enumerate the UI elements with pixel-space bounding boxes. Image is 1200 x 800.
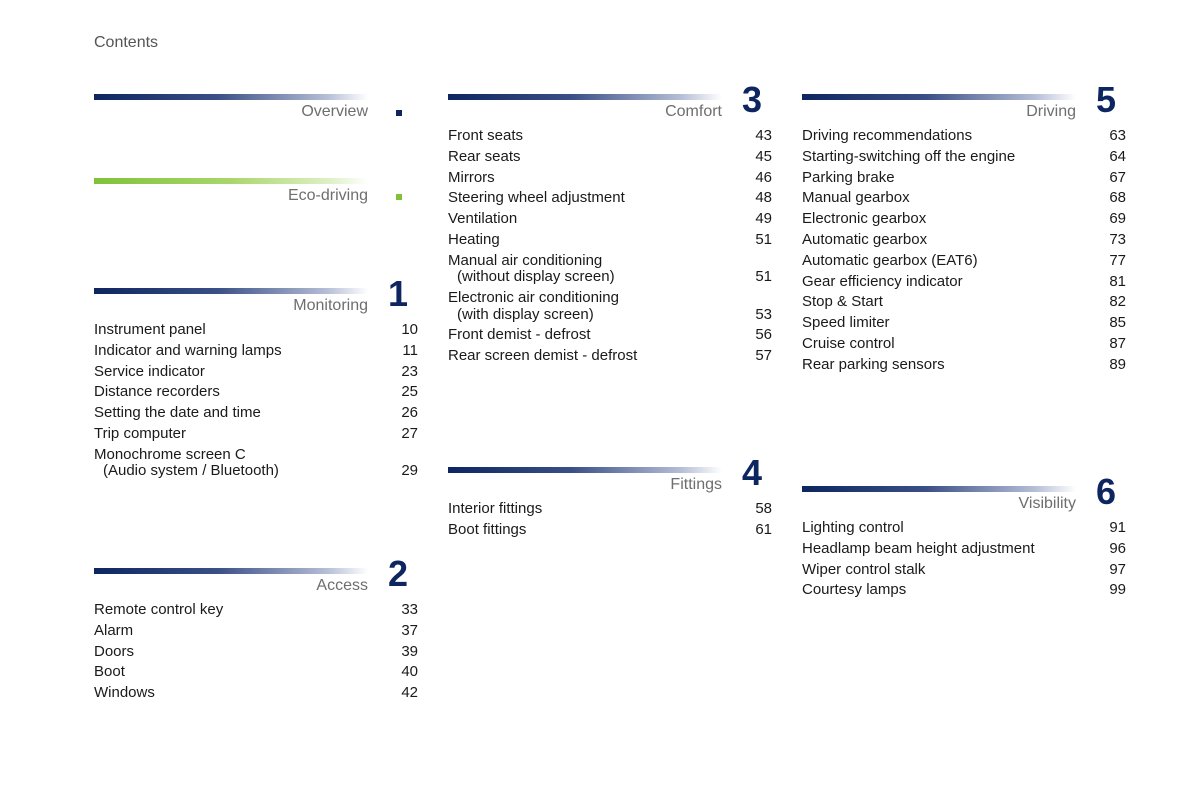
toc-entry-page: 51 (755, 268, 772, 286)
section-marker-icon (396, 194, 402, 200)
toc-entry[interactable] (802, 336, 1126, 353)
toc-entry-label: Courtesy lamps (802, 581, 907, 599)
section-number: 2 (387, 553, 408, 594)
toc-entry[interactable] (448, 348, 772, 365)
section-title[interactable]: Visibility (1018, 495, 1076, 512)
toc-entry[interactable] (802, 294, 1126, 311)
toc-entry-label: Service indicator (94, 362, 205, 380)
section-number: 5 (1095, 79, 1116, 120)
toc-entry[interactable] (802, 541, 1126, 558)
toc-entry-label: Boot fittings (448, 520, 527, 538)
toc-entry-page: 53 (755, 305, 772, 323)
section-divider-bar (94, 94, 368, 100)
toc-entry-page: 69 (1109, 210, 1126, 228)
section-divider-bar (448, 94, 722, 100)
toc-entry-page: 37 (401, 621, 418, 639)
section-number: 1 (387, 273, 408, 314)
toc-entry-page: 73 (1109, 230, 1126, 248)
toc-entry-label: Ventilation (448, 210, 518, 228)
toc-entry-label: Rear parking sensors (802, 355, 945, 373)
toc-entry-page: 26 (401, 404, 418, 422)
toc-entry-label: Distance recorders (94, 383, 220, 401)
section-header (448, 79, 772, 128)
section-number: 4 (741, 452, 762, 493)
section-header (448, 452, 772, 501)
toc-entry-page: 33 (401, 601, 418, 618)
toc-entry[interactable] (448, 501, 772, 518)
section-header (94, 273, 418, 322)
toc-entry-label: Rear screen demist - defrost (448, 347, 638, 365)
section-fittings (448, 452, 772, 543)
toc-list (802, 520, 1126, 599)
toc-entry-label: Cruise control (802, 334, 895, 352)
toc-entry-sublabel: (without display screen) (457, 268, 615, 286)
toc-entry-label: Setting the date and time (94, 404, 261, 422)
section-number: 3 (741, 79, 762, 120)
section-header (802, 79, 1126, 128)
toc-entry[interactable] (448, 128, 772, 145)
toc-entry-page: 87 (1109, 334, 1126, 352)
toc-entry[interactable] (94, 426, 418, 443)
toc-entry[interactable] (802, 149, 1126, 166)
toc-entry[interactable] (802, 357, 1126, 374)
toc-entry-label: Alarm (94, 621, 134, 639)
toc-entry[interactable] (802, 315, 1126, 332)
section-title[interactable]: Overview (301, 103, 368, 120)
toc-entry-page: 63 (1109, 127, 1126, 144)
toc-entry-label: Instrument panel (94, 321, 206, 338)
toc-entry-label: Electronic air conditioning (448, 289, 619, 307)
toc-entry[interactable] (802, 190, 1126, 207)
toc-entry-page: 82 (1109, 293, 1126, 311)
toc-entry-page: 89 (1109, 355, 1126, 373)
toc-entry-label: Electronic gearbox (802, 210, 927, 228)
toc-entry-page: 91 (1109, 519, 1126, 536)
toc-entry-label: Mirrors (448, 168, 495, 186)
toc-entry-label: Windows (94, 684, 155, 702)
toc-entry-sublabel: (with display screen) (457, 305, 594, 323)
toc-entry-label: Stop & Start (802, 293, 883, 311)
toc-entry-label: Automatic gearbox (EAT6) (802, 251, 978, 269)
toc-entry-sublabel: (Audio system / Bluetooth) (103, 462, 279, 480)
toc-entry-page: 10 (401, 321, 418, 338)
toc-entry-page: 29 (401, 462, 418, 480)
toc-entry-page: 43 (755, 127, 772, 144)
toc-entry-page: 25 (401, 383, 418, 401)
toc-entry-label: Rear seats (448, 147, 521, 165)
section-title[interactable]: Eco-driving (287, 187, 368, 204)
toc-entry[interactable] (802, 232, 1126, 249)
section-title[interactable]: Fittings (670, 476, 722, 493)
toc-entry-label: Boot (94, 663, 125, 681)
toc-entry[interactable] (448, 190, 772, 207)
section-driving (802, 79, 1126, 378)
section-divider-bar (94, 568, 368, 574)
toc-list (802, 128, 1126, 373)
section-header (802, 471, 1126, 520)
toc-entry-label: Front seats (448, 127, 524, 144)
toc-entry-label: Parking brake (802, 168, 895, 186)
toc-entry-label: Steering wheel adjustment (448, 189, 625, 207)
page-title: Contents (94, 34, 159, 51)
section-divider-bar (94, 178, 368, 184)
toc-entry-label: Manual gearbox (802, 189, 910, 207)
toc-entry-label: Doors (94, 642, 135, 660)
toc-entry[interactable] (802, 211, 1126, 228)
toc-entry[interactable] (802, 128, 1126, 145)
toc-entry[interactable] (802, 170, 1126, 187)
toc-entry[interactable] (94, 664, 418, 681)
section-title[interactable]: Access (316, 577, 368, 594)
toc-list (94, 602, 418, 702)
toc-entry-page: 68 (1109, 189, 1126, 207)
toc-entry-page: 58 (755, 500, 772, 517)
toc-entry-label: Front demist - defrost (448, 326, 591, 344)
toc-list (448, 128, 772, 365)
toc-entry-label: Starting-switching off the engine (802, 147, 1016, 165)
section-access (94, 553, 418, 706)
toc-entry[interactable] (94, 623, 418, 640)
toc-entry-label: Manual air conditioning (448, 251, 603, 269)
toc-entry-page: 77 (1109, 251, 1126, 269)
toc-entry-label: Lighting control (802, 519, 904, 536)
toc-entry-page: 96 (1109, 539, 1126, 557)
toc-entry[interactable] (448, 253, 772, 286)
toc-entry[interactable] (448, 522, 772, 539)
toc-entry-page: 99 (1109, 581, 1126, 599)
toc-entry-page: 42 (401, 684, 418, 702)
toc-entry[interactable] (802, 582, 1126, 599)
toc-entry-page: 57 (755, 347, 772, 365)
toc-entry[interactable] (94, 447, 418, 480)
toc-entry-label: Wiper control stalk (802, 560, 926, 578)
toc-entry-page: 61 (755, 520, 772, 538)
section-overview[interactable] (94, 92, 418, 128)
toc-entry-page: 46 (755, 168, 772, 186)
toc-entry-page: 11 (402, 341, 418, 359)
toc-entry[interactable] (802, 520, 1126, 537)
section-divider-bar (802, 486, 1076, 492)
section-monitoring (94, 273, 418, 484)
toc-entry-label: Remote control key (94, 601, 224, 618)
section-title[interactable]: Comfort (665, 103, 722, 120)
toc-entry[interactable] (94, 644, 418, 661)
toc-entry-page: 39 (401, 642, 418, 660)
toc-entry-page: 85 (1109, 314, 1126, 332)
section-comfort (448, 79, 772, 369)
toc-entry-page: 67 (1109, 168, 1126, 186)
toc-entry-page: 27 (401, 424, 418, 442)
toc-entry-page: 23 (401, 362, 418, 380)
toc-entry[interactable] (94, 322, 418, 339)
toc-entry-page: 48 (755, 189, 772, 207)
toc-entry[interactable] (448, 327, 772, 344)
toc-entry[interactable] (448, 211, 772, 228)
section-header (94, 176, 418, 212)
toc-entry-label: Driving recommendations (802, 127, 973, 144)
toc-list (94, 322, 418, 480)
toc-entry-label: Headlamp beam height adjustment (802, 539, 1035, 557)
toc-entry-page: 97 (1109, 560, 1126, 578)
section-divider-bar (94, 288, 368, 294)
toc-entry[interactable] (448, 149, 772, 166)
section-divider-bar (802, 94, 1076, 100)
toc-entry-label: Speed limiter (802, 314, 890, 332)
toc-entry[interactable] (94, 405, 418, 422)
toc-list (448, 501, 772, 538)
toc-entry[interactable] (94, 364, 418, 381)
toc-entry[interactable] (94, 602, 418, 619)
toc-entry-label: Interior fittings (448, 500, 543, 517)
toc-entry[interactable] (94, 384, 418, 401)
section-eco-driving[interactable] (94, 176, 418, 212)
toc-entry-label: Automatic gearbox (802, 230, 928, 248)
toc-entry[interactable] (802, 253, 1126, 270)
toc-entry-label: Gear efficiency indicator (802, 272, 963, 290)
section-number: 6 (1095, 471, 1116, 512)
section-divider-bar (448, 467, 722, 473)
toc-entry-page: 51 (755, 230, 772, 248)
toc-entry[interactable] (448, 290, 772, 323)
section-visibility (802, 471, 1126, 603)
section-title[interactable]: Driving (1026, 103, 1076, 120)
toc-entry[interactable] (448, 170, 772, 187)
toc-entry[interactable] (802, 562, 1126, 579)
toc-entry-label: Indicator and warning lamps (94, 341, 282, 359)
section-header (94, 92, 418, 128)
toc-entry-label: Trip computer (94, 424, 186, 442)
toc-entry[interactable] (448, 232, 772, 249)
toc-entry-page: 81 (1109, 272, 1126, 290)
toc-entry-page: 49 (755, 210, 772, 228)
toc-entry-label: Monochrome screen C (94, 445, 246, 463)
toc-entry[interactable] (94, 685, 418, 702)
toc-entry-label: Heating (448, 230, 500, 248)
section-title[interactable]: Monitoring (293, 297, 368, 314)
toc-entry[interactable] (94, 343, 418, 360)
toc-entry-page: 45 (755, 147, 772, 165)
toc-entry-page: 40 (401, 663, 418, 681)
toc-entry-page: 56 (755, 326, 772, 344)
section-header (94, 553, 418, 602)
toc-entry-page: 64 (1109, 147, 1126, 165)
toc-entry[interactable] (802, 274, 1126, 291)
section-marker-icon (396, 110, 402, 116)
